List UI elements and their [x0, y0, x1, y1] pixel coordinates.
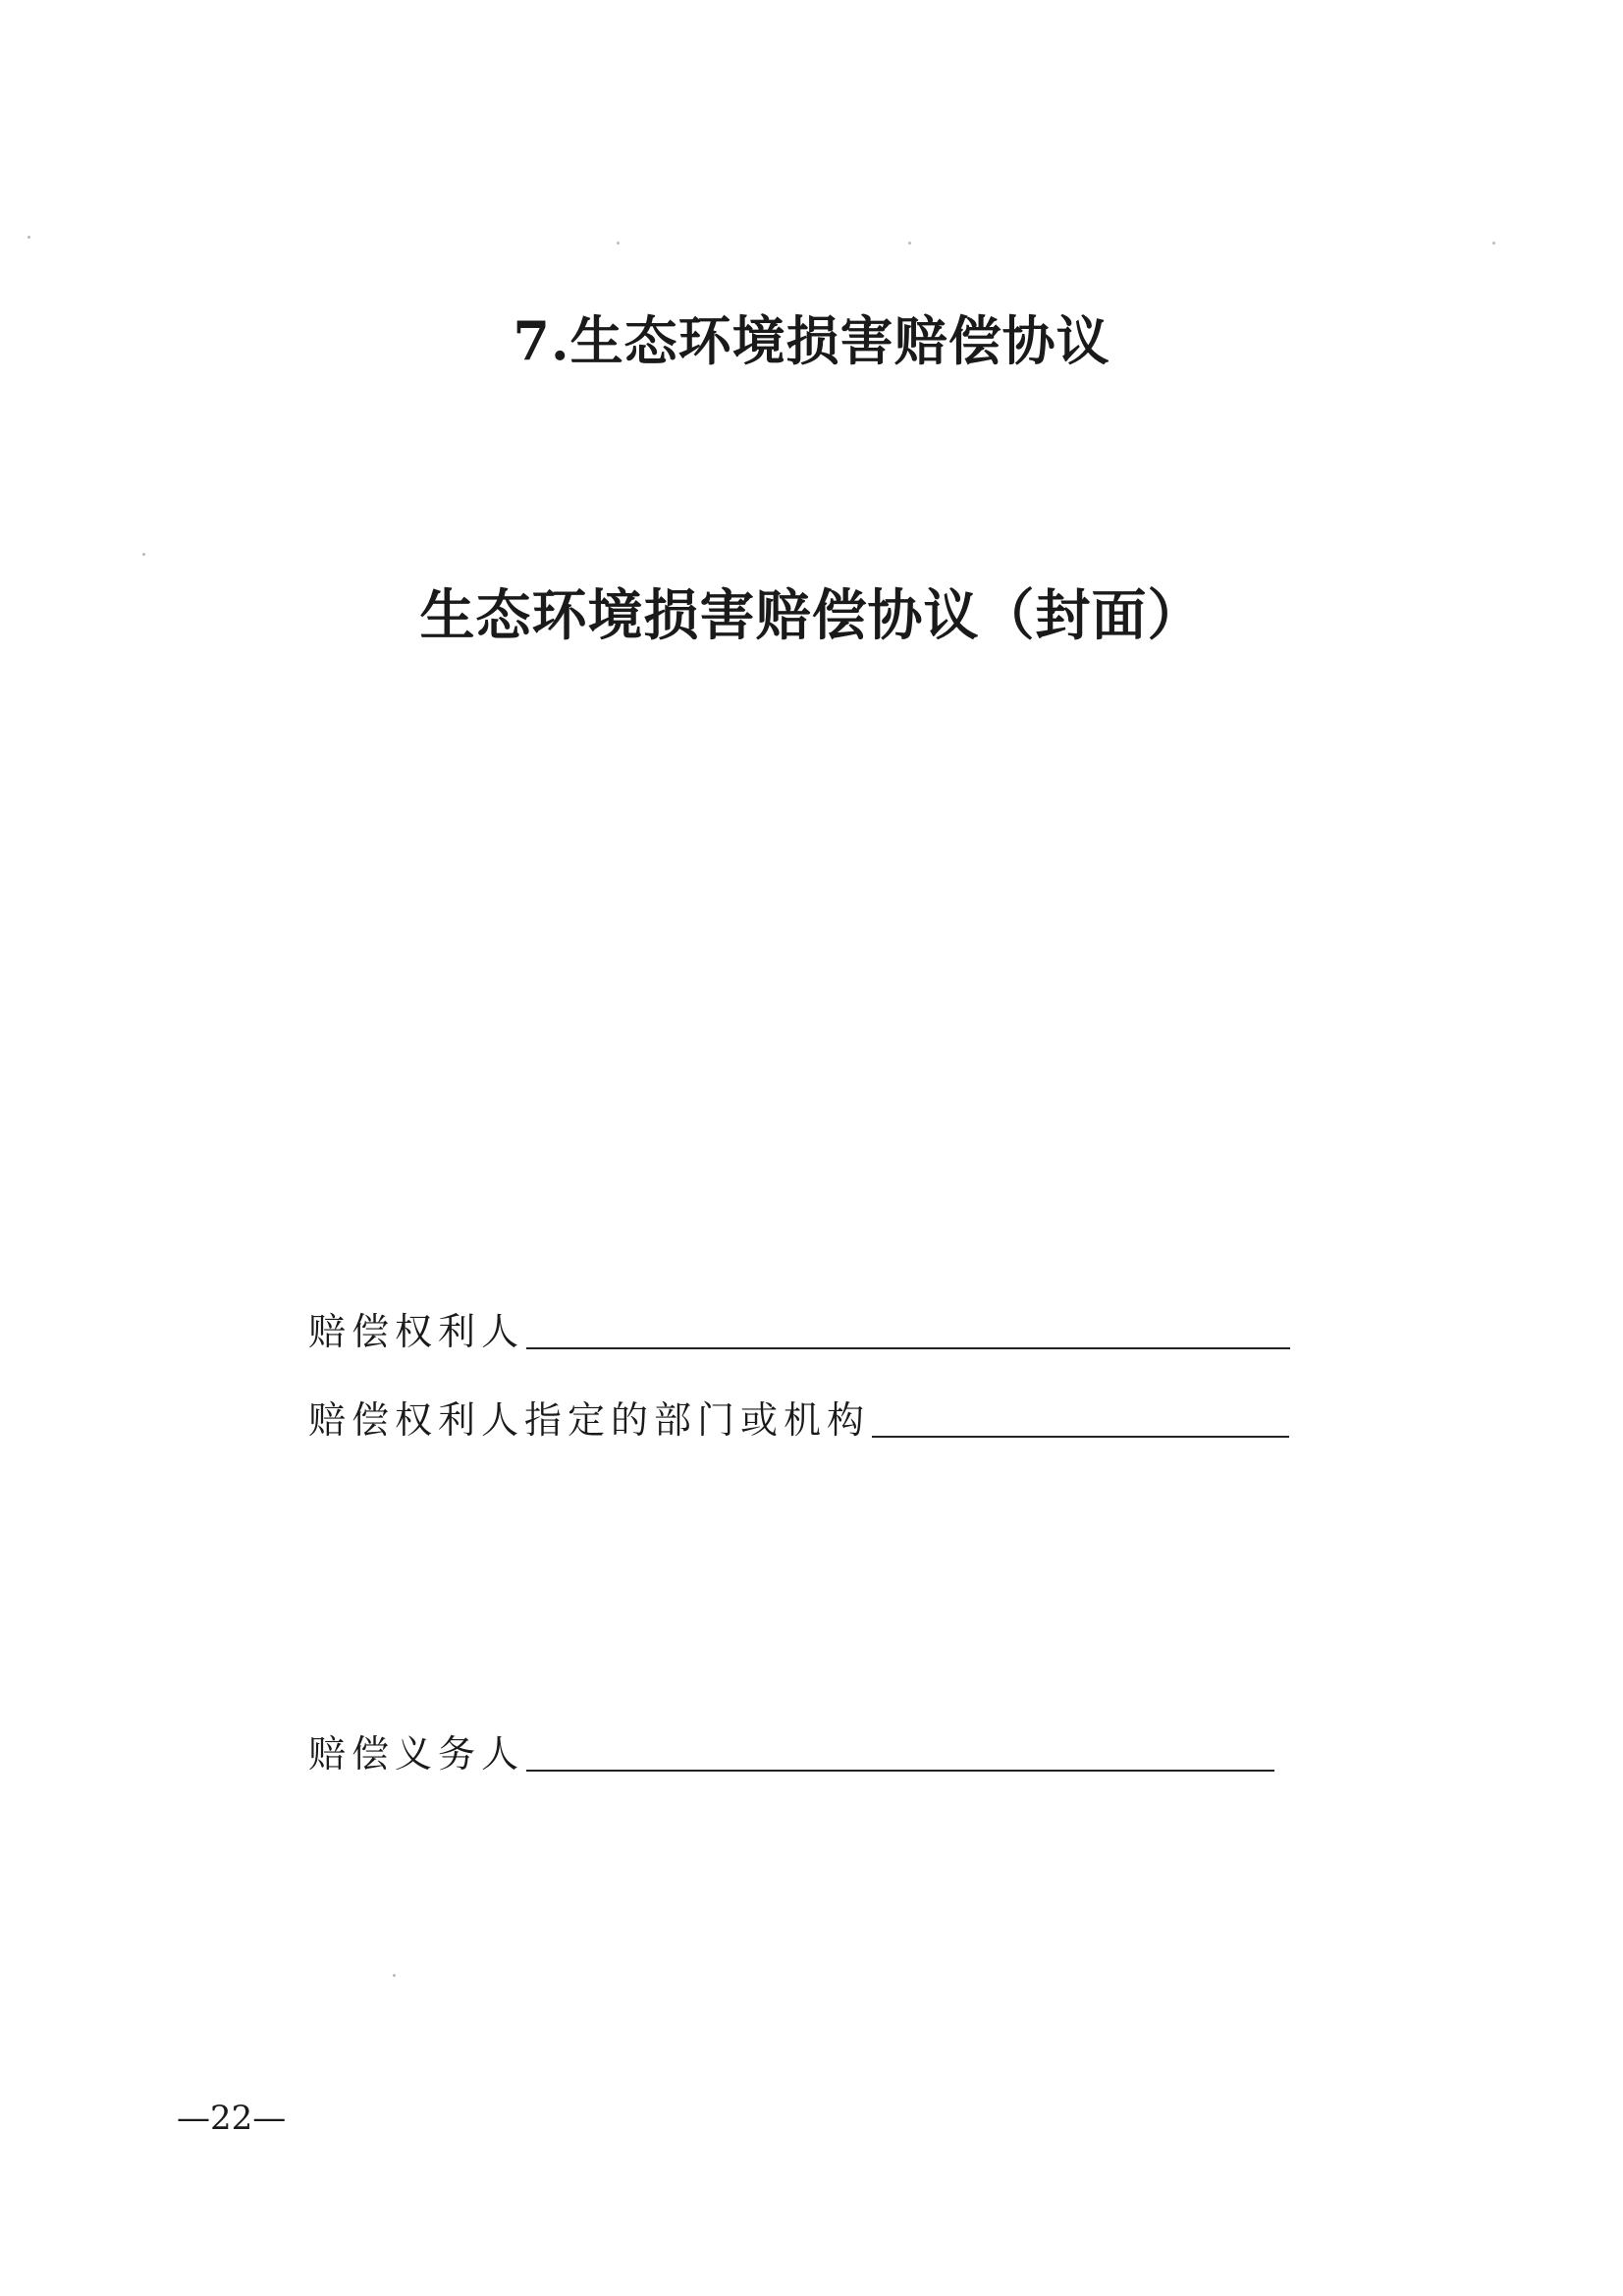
- field-label: 赔偿权利人: [308, 1310, 525, 1353]
- field-label: 赔偿权利人指定的部门或机构: [308, 1398, 871, 1442]
- fill-in-blank-line[interactable]: [872, 1394, 1289, 1438]
- scan-speck: [393, 1974, 396, 1977]
- designated-department-field: [308, 1387, 1289, 1446]
- scan-speck: [142, 553, 145, 556]
- page-number: —22—: [177, 2099, 287, 2138]
- scan-speck: [908, 242, 911, 245]
- compensation-obligor-field: [308, 1721, 1274, 1779]
- fill-in-blank-line[interactable]: [526, 1306, 1290, 1349]
- cover-title: 生态环境损害赔偿协议（封面）: [419, 583, 1204, 648]
- scan-speck: [27, 236, 30, 239]
- scan-speck: [617, 242, 620, 245]
- field-label: 赔偿义务人: [308, 1732, 525, 1776]
- fill-in-blank-line[interactable]: [526, 1728, 1274, 1772]
- section-title: 7.生态环境损害赔偿协议: [513, 309, 1110, 372]
- compensation-right-holder-field: [308, 1298, 1290, 1357]
- scan-speck: [1492, 242, 1495, 245]
